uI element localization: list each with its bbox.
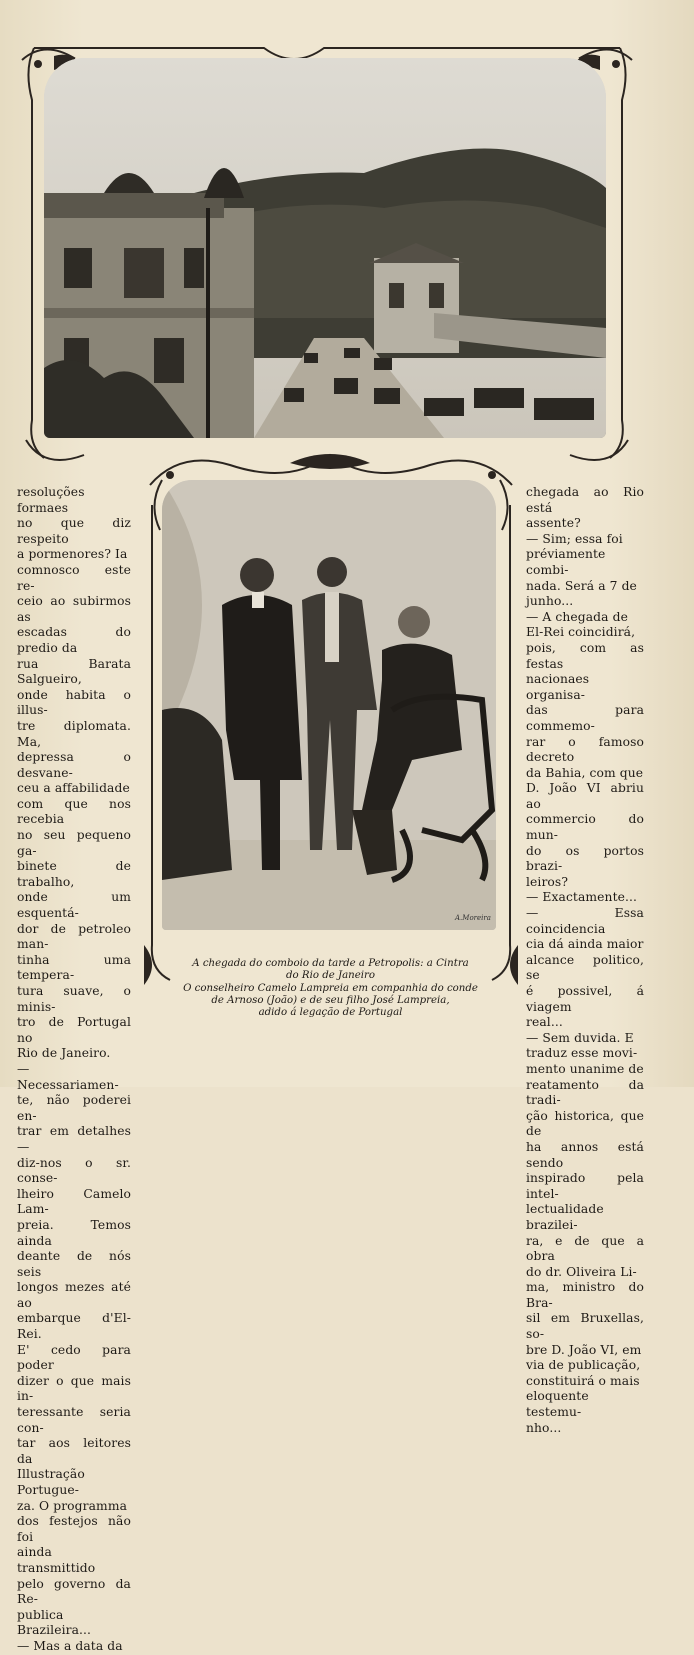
text-line: depressa o desvane- bbox=[17, 750, 131, 780]
text-line: — A chegada de bbox=[526, 609, 628, 624]
text-line: préviamente combi- bbox=[526, 547, 606, 577]
text-line: E' cedo para poder bbox=[17, 1342, 131, 1373]
text-line: diz-nos o sr. conse- bbox=[17, 1155, 131, 1186]
text-line: sil em Bruxellas, so- bbox=[526, 1311, 644, 1342]
text-line: ra, e de que a obra bbox=[526, 1233, 644, 1264]
photographer-signature: A.Moreira bbox=[455, 914, 491, 922]
text-line: leiros? bbox=[526, 874, 569, 889]
text-line: rar o famoso decreto bbox=[526, 734, 644, 765]
text-line: D. João VI abriu ao bbox=[526, 781, 644, 811]
text-line: via de publicação, bbox=[526, 1358, 641, 1373]
text-line: real... bbox=[526, 1015, 563, 1030]
text-line: no seu pequeno ga- bbox=[17, 828, 131, 858]
text-line: pois, com as festas bbox=[526, 640, 644, 671]
text-line: Illustração Portugue- bbox=[17, 1467, 85, 1497]
text-line: nacionaes organisa- bbox=[526, 672, 590, 702]
text-line: junho... bbox=[526, 594, 574, 609]
text-line: nho... bbox=[526, 1420, 562, 1435]
text-line: za. O programma bbox=[17, 1498, 128, 1513]
text-line: inspirado pela intel- bbox=[526, 1171, 644, 1201]
text-line: comnosco este re- bbox=[17, 562, 131, 593]
three-men-portrait-illustration bbox=[162, 480, 496, 930]
text-line: rua Barata Salgueiro, bbox=[17, 656, 131, 687]
text-line: nada. Será a 7 de bbox=[526, 578, 637, 593]
text-line: tre diplomata. Ma, bbox=[17, 718, 131, 749]
text-line: commercio do mun- bbox=[526, 812, 644, 843]
left-text-column bbox=[17, 485, 131, 1655]
text-line: lheiro Camelo Lam- bbox=[17, 1186, 131, 1217]
text-line: longos mezes até ao bbox=[17, 1280, 131, 1310]
text-line: Rio de Janeiro. bbox=[17, 1046, 111, 1061]
petropolis-station-photo bbox=[44, 58, 606, 438]
text-line: ha annos está sendo bbox=[526, 1139, 644, 1170]
street-scene-illustration bbox=[44, 58, 606, 438]
text-line: — Sem duvida. E bbox=[526, 1030, 634, 1045]
text-line: do dr. Oliveira Li- bbox=[526, 1264, 637, 1279]
caption-line: adido á legação de Portugal bbox=[258, 1007, 403, 1019]
portrait-photo bbox=[162, 480, 496, 930]
text-line: binete de trabalho, bbox=[17, 859, 131, 889]
text-line: é possivel, á viagem bbox=[526, 984, 644, 1014]
text-line: mento unanime de bbox=[526, 1061, 644, 1076]
text-line: ção historica, que de bbox=[526, 1108, 644, 1139]
text-line: traduz esse movi- bbox=[526, 1046, 638, 1061]
text-line: onde um esquentá- bbox=[17, 890, 131, 921]
text-line: trar em detalhes— bbox=[17, 1124, 131, 1154]
caption-line: O conselheiro Camelo Lampreia em companhia do conde bbox=[183, 982, 478, 994]
text-line: resoluções formaes bbox=[17, 485, 85, 515]
text-line: bre D. João VI, em bbox=[526, 1342, 642, 1357]
text-line: ainda transmittido bbox=[17, 1545, 96, 1575]
text-line: ceu a affabilidade bbox=[17, 781, 130, 796]
text-line: publica Brazileira... bbox=[17, 1607, 92, 1638]
text-line: onde habita o illus- bbox=[17, 687, 131, 718]
text-line: do os portos brazi- bbox=[526, 843, 644, 874]
text-line: dizer o que mais in- bbox=[17, 1373, 131, 1404]
text-line: dos festejos não foi bbox=[17, 1514, 131, 1544]
text-line: escadas do predio da bbox=[17, 625, 131, 655]
caption-line: A chegada do comboio da tarde a Petropolis: a Cintra bbox=[192, 958, 469, 969]
text-line: teressante seria con- bbox=[17, 1405, 131, 1435]
text-line: tura suave, o minis- bbox=[17, 984, 131, 1014]
text-line: — Exactamente... bbox=[526, 890, 638, 905]
text-line: — Essa coincidencia bbox=[526, 906, 644, 936]
text-line: eloquente testemu- bbox=[526, 1389, 589, 1420]
text-line: pelo governo da Re- bbox=[17, 1576, 131, 1607]
text-line: alcance politico, se bbox=[526, 952, 644, 983]
text-line: das para commemo- bbox=[526, 703, 644, 733]
text-line: com que nos recebia bbox=[17, 796, 131, 827]
text-line: tar aos leitores da bbox=[17, 1436, 131, 1466]
text-line: cia dá ainda maior bbox=[526, 937, 644, 952]
caption-line: do Rio de Janeiro bbox=[286, 970, 375, 982]
text-line: chegada ao Rio está bbox=[526, 485, 644, 515]
text-line: no que diz respeito bbox=[17, 516, 131, 546]
text-line: ma, ministro do Bra- bbox=[526, 1280, 644, 1310]
photo-caption bbox=[168, 958, 493, 1019]
text-line: lectualidade brazilei- bbox=[526, 1202, 604, 1232]
text-line: ceio ao subirmos as bbox=[17, 594, 131, 624]
text-line: dor de petroleo man- bbox=[17, 921, 131, 952]
text-line: embarque d'El-Rei. bbox=[17, 1311, 131, 1342]
text-line: tro de Portugal no bbox=[17, 1015, 131, 1045]
text-line: constituirá o mais bbox=[526, 1373, 640, 1388]
text-line: preia. Temos ainda bbox=[17, 1217, 131, 1248]
text-line: — Sim; essa foi bbox=[526, 531, 623, 546]
text-line: da Bahia, com que bbox=[526, 765, 644, 780]
text-line: — Mas a data da bbox=[17, 1638, 123, 1653]
text-line: tinha uma tempera- bbox=[17, 952, 131, 983]
caption-line: de Arnoso (João) e de seu filho José Lampreia, bbox=[211, 994, 450, 1006]
text-line: — Necessariamen- bbox=[17, 1061, 119, 1092]
text-line: assente? bbox=[526, 516, 581, 531]
text-line: reatamento da tradi- bbox=[526, 1077, 644, 1108]
text-line: te, não poderei en- bbox=[17, 1093, 131, 1123]
text-line: a pormenores? Ia bbox=[17, 547, 128, 562]
text-line: deante de nós seis bbox=[17, 1249, 131, 1279]
right-text-column bbox=[526, 485, 644, 1436]
text-line: El-Rei coincidirá, bbox=[526, 625, 636, 640]
